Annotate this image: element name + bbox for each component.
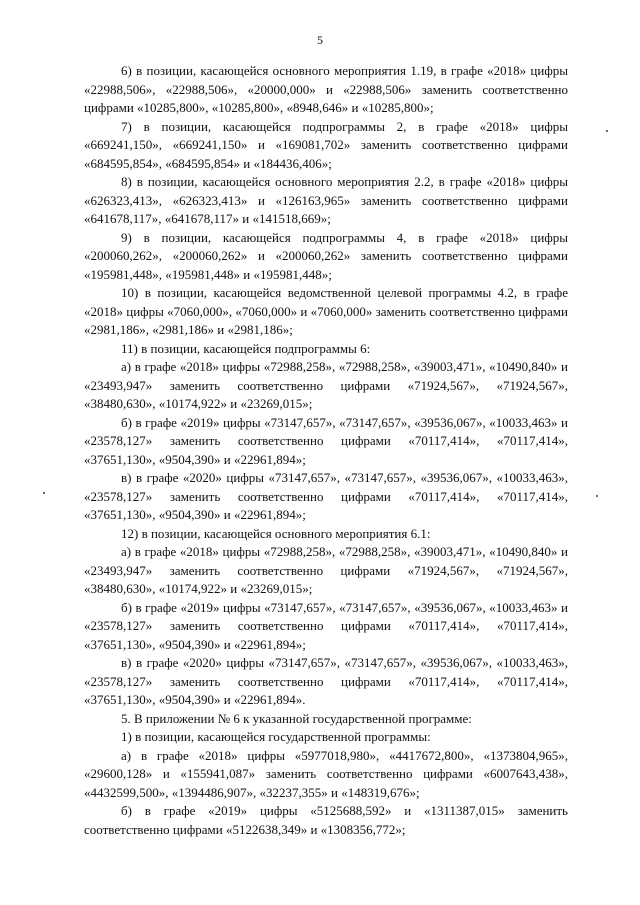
paragraph-11v: в) в графе «2020» цифры «73147,657», «73147,657», «39536,067», «10033,463», «23578,127» заменить соответственно цифрами «70117,414», «70117,414», «37651,130», «9504,390» и «22961,894»; <box>84 470 568 522</box>
paragraph-9: 9) в позиции, касающейся подпрограммы 4, в графе «2018» цифры «200060,262», «200060,262» и «200060,262» заменить соответственно цифрами «195981,448», «195981,448» и «195981,448»; <box>84 229 568 282</box>
section-5-item-1a: а) в графе «2018» цифры «5977018,980», «4417672,800», «1373804,965», «29600,128» и «155941,087» заменить соответственно цифрами «6007643,438», «4432599,500», «1394486,907», «32237,355» и «148319,676»; <box>84 747 568 800</box>
paragraph-11a: а) в графе «2018» цифры «72988,258», «72988,258», «39003,471», «10490,840» и «23493,947» заменить соответственно цифрами «71924,567», «71924,567», «38480,630», «10174,922» и «23269,015»; <box>84 359 568 411</box>
section-5-heading: 5. В приложении № 6 к указанной государственной программе: <box>121 710 472 726</box>
paragraph-12-heading: 12) в позиции, касающейся основного мероприятия 6.1: <box>121 525 431 541</box>
paragraph-10: 10) в позиции, касающейся ведомственной целевой программы 4.2, в графе «2018» цифры «7060,000», «7060,000» и «7060,000» заменить соответственно цифрами «2981,186», «2981,186» и «2981,186»; <box>84 285 568 337</box>
paragraph-6: 6) в позиции, касающейся основного мероприятия 1.19, в графе «2018» цифры «22988,506», «22988,506», «20000,000» и «22988,506» заменить соответственно цифрами «10285,800», «10285,800», «8948,646» и «10285,800»; <box>84 63 568 115</box>
section-5-item-1b: б) в графе «2019» цифры «5125688,592» и «1311387,015» заменить соответственно цифрами «5122638,349» и «1308356,772»; <box>84 803 568 837</box>
paragraph-7: 7) в позиции, касающейся подпрограммы 2, в графе «2018» цифры «669241,150», «669241,150» и «169081,702» заменить соответственно цифрами «684595,854», «684595,854» и «184436,406»; <box>84 118 568 171</box>
paragraph-11b: б) в графе «2019» цифры «73147,657», «73147,657», «39536,067», «10033,463» и «23578,127» заменить соответственно цифрами «70117,414», «70117,414», «37651,130», «9504,390» и «22961,894»; <box>84 414 568 467</box>
section-5-item-1: 1) в позиции, касающейся государственной программы: <box>121 729 431 744</box>
paragraph-12a: а) в графе «2018» цифры «72988,258», «72988,258», «39003,471», «10490,840» и «23493,947» заменить соответственно цифрами «71924,567», «71924,567», «38480,630», «10174,922» и «23269,015»; <box>84 544 568 596</box>
paragraph-12v: в) в графе «2020» цифры «73147,657», «73147,657», «39536,067», «10033,463», «23578,127» заменить соответственно цифрами «70117,414», «70117,414», «37651,130», «9504,390» и «22961,894». <box>84 655 568 707</box>
paragraph-11-heading: 11) в позиции, касающейся подпрограммы 6: <box>121 340 371 356</box>
page-number: 5 <box>317 33 323 47</box>
paragraph-8: 8) в позиции, касающейся основного мероприятия 2.2, в графе «2018» цифры «626323,413», «626323,413» и «126163,965» заменить соответственно цифрами «641678,117», «641678,117» и «141518,669»; <box>84 174 568 226</box>
scan-artifact-mark <box>596 495 598 497</box>
document-body <box>84 62 568 839</box>
paragraph-12b: б) в графе «2019» цифры «73147,657», «73147,657», «39536,067», «10033,463» и «23578,127» заменить соответственно цифрами «70117,414», «70117,414», «37651,130», «9504,390» и «22961,894»; <box>84 599 568 652</box>
scan-artifact-mark <box>43 492 45 494</box>
scan-artifact-mark <box>606 130 608 132</box>
